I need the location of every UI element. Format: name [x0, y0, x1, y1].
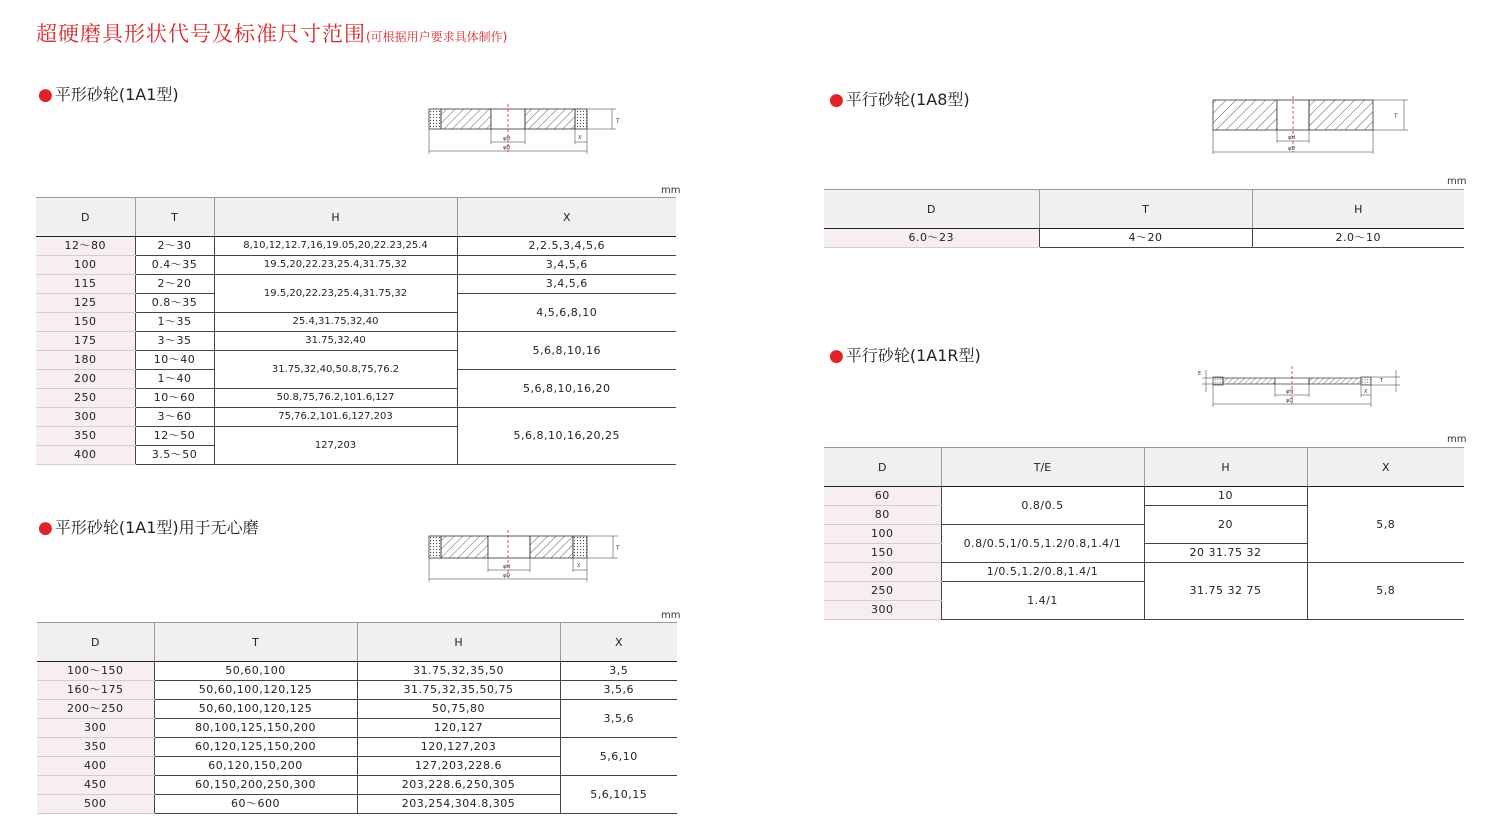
- cell-x: 3,4,5,6: [457, 275, 676, 294]
- cell-t: 12～50: [135, 427, 214, 446]
- cell-d: 500: [37, 795, 154, 814]
- cell-te: 1.4/1: [941, 582, 1144, 620]
- bullet-icon: ●: [38, 85, 53, 105]
- col-header-h: H: [214, 198, 457, 237]
- col-header-h: H: [357, 623, 560, 662]
- table-row: [37, 681, 677, 700]
- cell-d: 180: [36, 351, 135, 370]
- cell-t: 0.8～35: [135, 294, 214, 313]
- dim-d-label: φD: [503, 145, 511, 151]
- table-row: [36, 237, 676, 256]
- unit-label: mm: [661, 610, 681, 621]
- col-header-t: T: [1039, 190, 1252, 229]
- col-header-d: D: [37, 623, 154, 662]
- table-row: [824, 563, 1464, 582]
- cell-t: 60,120,125,150,200: [154, 738, 357, 757]
- dim-x-label: X: [1364, 389, 1368, 395]
- cell-d: 100: [36, 256, 135, 275]
- cell-x: 3,5,6: [560, 681, 677, 700]
- cell-h: 31.75 32 75: [1144, 563, 1307, 620]
- cell-h: 127,203: [214, 427, 457, 465]
- dim-t-label: T: [616, 118, 620, 125]
- section-title-text: 平形砂轮(1A1型)用于无心磨: [54, 518, 259, 537]
- cell-h: 20: [1144, 506, 1307, 544]
- wheel-1a1-diagram-icon: [426, 104, 626, 154]
- cell-x: 5,8: [1307, 487, 1464, 563]
- cell-x: 5,6,10: [560, 738, 677, 776]
- section-title-1a8: [829, 87, 970, 110]
- wheel-1a8-diagram-icon: [1210, 96, 1420, 156]
- cell-h: 120,127,203: [357, 738, 560, 757]
- section-title-1a1-centerless: [38, 515, 259, 538]
- cell-d: 250: [36, 389, 135, 408]
- bullet-icon: ●: [829, 346, 844, 366]
- col-header-te: T/E: [941, 448, 1144, 487]
- cell-x: 5,8: [1307, 563, 1464, 620]
- cell-h: 19.5,20,22.23,25.4,31.75,32: [214, 275, 457, 313]
- cell-d: 6.0～23: [824, 229, 1039, 248]
- cell-t: 50,60,100,120,125: [154, 681, 357, 700]
- cell-t: 3～60: [135, 408, 214, 427]
- dim-t-label: T: [1380, 378, 1384, 384]
- col-header-x: X: [560, 623, 677, 662]
- cell-h: 75,76.2,101.6,127,203: [214, 408, 457, 427]
- cell-x: 4,5,6,8,10: [457, 294, 676, 332]
- cell-d: 400: [36, 446, 135, 465]
- section-title-1a1: [38, 82, 179, 105]
- spec-table-1a1r: [824, 447, 1464, 620]
- cell-d: 250: [824, 582, 941, 601]
- cell-h: 120,127: [357, 719, 560, 738]
- cell-x: 3,5: [560, 662, 677, 681]
- section-title-text: 平行砂轮(1A1R型): [845, 346, 981, 365]
- cell-t: 1～35: [135, 313, 214, 332]
- cell-d: 60: [824, 487, 941, 506]
- cell-d: 200: [36, 370, 135, 389]
- table-row: [37, 662, 677, 681]
- cell-d: 115: [36, 275, 135, 294]
- cell-t: 50,60,100,120,125: [154, 700, 357, 719]
- col-header-d: D: [824, 448, 941, 487]
- table-row: [37, 700, 677, 719]
- cell-t: 60,120,150,200: [154, 757, 357, 776]
- bullet-icon: ●: [38, 518, 53, 538]
- cell-x: 5,6,8,10,16,20: [457, 370, 676, 408]
- cell-d: 350: [37, 738, 154, 757]
- spec-table-1a1: [36, 197, 676, 465]
- cell-h: 25.4,31.75,32,40: [214, 313, 457, 332]
- col-header-h: H: [1252, 190, 1464, 229]
- bullet-icon: ●: [829, 90, 844, 110]
- wheel-1a1-centerless-diagram-icon: [426, 530, 626, 582]
- cell-x: 5,6,8,10,16,20,25: [457, 408, 676, 465]
- dim-d-label: φD: [503, 573, 511, 579]
- col-header-h: H: [1144, 448, 1307, 487]
- cell-d: 80: [824, 506, 941, 525]
- cell-h: 127,203,228.6: [357, 757, 560, 776]
- cell-te: 0.8/0.5: [941, 487, 1144, 525]
- cell-x: 5,6,8,10,16: [457, 332, 676, 370]
- table-header-row: [824, 448, 1464, 487]
- cell-d: 100～150: [37, 662, 154, 681]
- wheel-1a1r-diagram-icon: [1194, 366, 1404, 408]
- table-row: [36, 256, 676, 275]
- unit-label: mm: [1447, 434, 1467, 445]
- cell-h: 31.75,32,40: [214, 332, 457, 351]
- page-title: [36, 18, 507, 48]
- cell-h: 31.75,32,35,50,75: [357, 681, 560, 700]
- cell-h: 50.8,75,76.2,101.6,127: [214, 389, 457, 408]
- cell-d: 125: [36, 294, 135, 313]
- col-header-t: T: [154, 623, 357, 662]
- table-row: [37, 776, 677, 795]
- cell-d: 200～250: [37, 700, 154, 719]
- cell-h: 31.75,32,35,50: [357, 662, 560, 681]
- unit-label: mm: [661, 185, 681, 196]
- table-header-row: [36, 198, 676, 237]
- cell-te: 0.8/0.5,1/0.5,1.2/0.8,1.4/1: [941, 525, 1144, 563]
- cell-t: 2～20: [135, 275, 214, 294]
- cell-h: 31.75,32,40,50.8,75,76.2: [214, 351, 457, 389]
- dim-x-label: X: [577, 563, 581, 569]
- dim-t-label: T: [1394, 113, 1398, 120]
- dim-h-label: φH: [1286, 389, 1294, 395]
- cell-t: 60,150,200,250,300: [154, 776, 357, 795]
- dim-h-label: φH: [1288, 135, 1296, 141]
- cell-x: 5,6,10,15: [560, 776, 677, 814]
- cell-t: 10～40: [135, 351, 214, 370]
- table-header-row: [824, 190, 1464, 229]
- dim-h-label: φH: [503, 136, 511, 142]
- table-row: [824, 487, 1464, 506]
- dim-t-label: T: [616, 545, 620, 552]
- cell-x: 3,4,5,6: [457, 256, 676, 275]
- cell-x: 3,5,6: [560, 700, 677, 738]
- cell-h: 20 31.75 32: [1144, 544, 1307, 563]
- cell-h: 8,10,12,12.7,16,19.05,20,22.23,25.4: [214, 237, 457, 256]
- cell-t: 80,100,125,150,200: [154, 719, 357, 738]
- cell-d: 160～175: [37, 681, 154, 700]
- cell-t: 60～600: [154, 795, 357, 814]
- cell-t: 10～60: [135, 389, 214, 408]
- cell-x: 2,2.5,3,4,5,6: [457, 237, 676, 256]
- cell-h: 50,75,80: [357, 700, 560, 719]
- cell-t: 3.5～50: [135, 446, 214, 465]
- page-title-note: (可根据用户要求具体制作): [366, 30, 508, 44]
- cell-d: 300: [824, 601, 941, 620]
- dim-d-label: φD: [1286, 398, 1294, 404]
- col-header-x: X: [1307, 448, 1464, 487]
- section-title-text: 平行砂轮(1A8型): [845, 90, 970, 109]
- section-title-1a1r: [829, 343, 981, 366]
- cell-d: 150: [36, 313, 135, 332]
- cell-t: 2～30: [135, 237, 214, 256]
- dim-h-label: φH: [503, 564, 511, 570]
- cell-h: 2.0～10: [1252, 229, 1464, 248]
- unit-label: mm: [1447, 176, 1467, 187]
- section-title-text: 平形砂轮(1A1型): [54, 85, 179, 104]
- col-header-t: T: [135, 198, 214, 237]
- cell-d: 450: [37, 776, 154, 795]
- dim-e-label: E: [1198, 371, 1202, 377]
- cell-t: 1～40: [135, 370, 214, 389]
- cell-te: 1/0.5,1.2/0.8,1.4/1: [941, 563, 1144, 582]
- cell-h: 10: [1144, 487, 1307, 506]
- spec-table-1a1-centerless: [37, 622, 677, 814]
- table-row: [36, 332, 676, 351]
- table-row: [824, 229, 1464, 248]
- dim-d-label: φD: [1288, 146, 1296, 152]
- cell-t: 50,60,100: [154, 662, 357, 681]
- cell-t: 4～20: [1039, 229, 1252, 248]
- cell-h: 19.5,20,22.23,25.4,31.75,32: [214, 256, 457, 275]
- page-title-text: 超硬磨具形状代号及标准尺寸范围: [36, 22, 366, 46]
- cell-h: 203,228.6,250,305: [357, 776, 560, 795]
- table-header-row: [37, 623, 677, 662]
- cell-d: 350: [36, 427, 135, 446]
- table-row: [36, 408, 676, 427]
- cell-d: 100: [824, 525, 941, 544]
- col-header-d: D: [824, 190, 1039, 229]
- spec-table-1a8: [824, 189, 1464, 248]
- cell-h: 203,254,304.8,305: [357, 795, 560, 814]
- cell-d: 200: [824, 563, 941, 582]
- col-header-d: D: [36, 198, 135, 237]
- cell-d: 300: [37, 719, 154, 738]
- dim-x-label: X: [578, 135, 582, 141]
- table-row: [37, 738, 677, 757]
- table-row: [36, 275, 676, 294]
- cell-d: 12～80: [36, 237, 135, 256]
- cell-d: 175: [36, 332, 135, 351]
- cell-d: 400: [37, 757, 154, 776]
- cell-t: 0.4～35: [135, 256, 214, 275]
- cell-t: 3～35: [135, 332, 214, 351]
- cell-d: 300: [36, 408, 135, 427]
- col-header-x: X: [457, 198, 676, 237]
- cell-d: 150: [824, 544, 941, 563]
